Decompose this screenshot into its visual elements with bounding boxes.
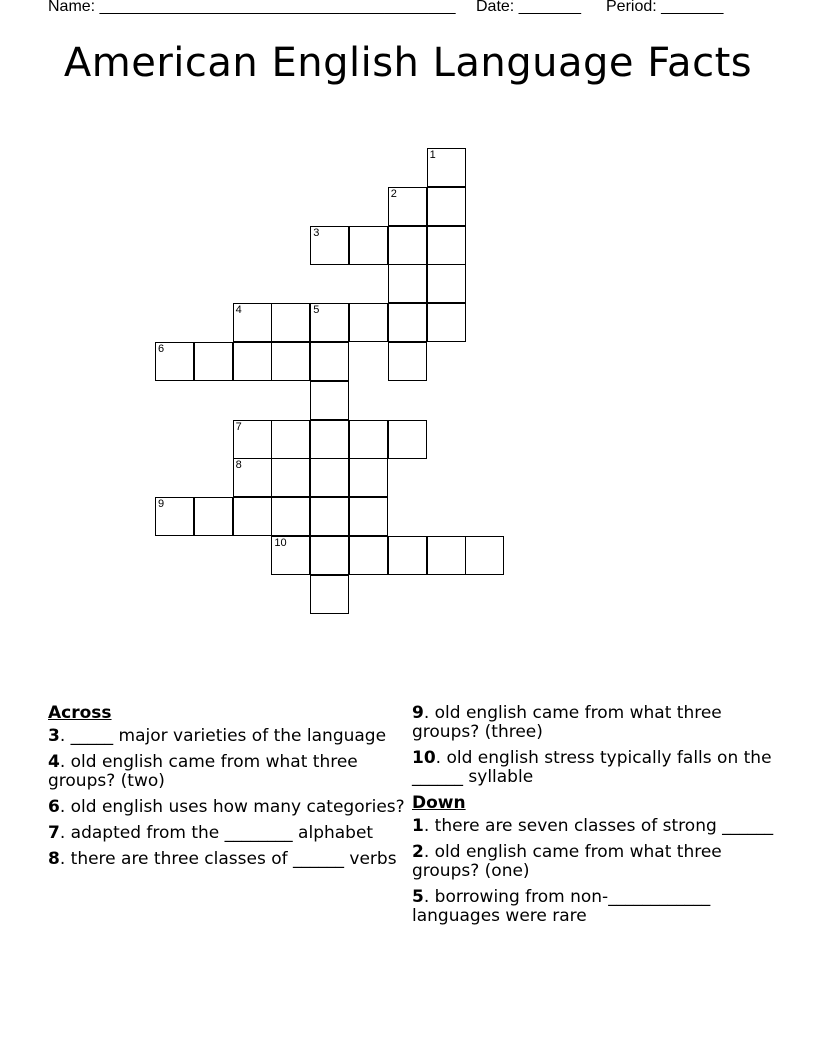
clue-number: 4	[235, 304, 242, 317]
page-title: American English Language Facts	[63, 40, 753, 86]
crossword-cell[interactable]	[271, 497, 310, 536]
crossword-cell[interactable]	[233, 303, 272, 342]
crossword-cell[interactable]	[233, 420, 272, 459]
crossword-cell[interactable]	[427, 187, 466, 226]
clue-across-8: 8. there are three classes of ______ verbs	[48, 849, 397, 869]
date-field-label[interactable]: Date: _______	[476, 0, 581, 15]
clue-across-10: 10. old english stress typically falls on the ______ syllable	[412, 748, 772, 787]
clue-across-6: 6. old english uses how many categories?	[48, 797, 405, 817]
crossword-cell[interactable]	[427, 264, 466, 303]
crossword-cell[interactable]	[310, 342, 349, 381]
crossword-cell[interactable]	[310, 536, 349, 575]
crossword-cell[interactable]	[271, 536, 310, 575]
across-heading: Across	[48, 703, 112, 723]
clue-down-5: 5. borrowing from non-____________ languages were rare	[412, 887, 711, 926]
crossword-cell[interactable]	[349, 420, 388, 459]
clue-number: 6	[158, 343, 165, 355]
clue-down-2: 2. old english came from what three groups? (one)	[412, 842, 722, 881]
crossword-cell[interactable]	[349, 226, 388, 265]
crossword-cell[interactable]	[233, 342, 272, 381]
clues-left-column	[48, 704, 418, 876]
crossword-cell[interactable]	[233, 458, 272, 497]
crossword-cell[interactable]	[310, 381, 349, 420]
crossword-cell[interactable]	[349, 497, 388, 536]
crossword-cell[interactable]	[194, 342, 233, 381]
down-heading: Down	[412, 793, 466, 813]
clue-across-4: 4. old english came from what three groups? (two)	[48, 752, 358, 791]
crossword-cell[interactable]	[388, 264, 427, 303]
clue-number: 3	[313, 226, 320, 239]
clue-number: 7	[235, 420, 242, 433]
crossword-cell[interactable]	[388, 226, 427, 265]
clue-number: 2	[390, 187, 397, 200]
period-field-label[interactable]: Period: _______	[606, 0, 724, 15]
crossword-cell[interactable]	[271, 342, 310, 381]
clue-down-1: 1. there are seven classes of strong ______	[412, 816, 774, 836]
crossword-cell[interactable]	[194, 497, 233, 536]
clue-across-7: 7. adapted from the ________ alphabet	[48, 823, 374, 843]
crossword-cell[interactable]	[233, 497, 272, 536]
clue-number: 8	[235, 459, 242, 472]
crossword-cell[interactable]	[310, 420, 349, 459]
crossword-cell[interactable]	[155, 342, 194, 381]
crossword-cell[interactable]	[271, 303, 310, 342]
clue-number: 9	[158, 498, 165, 511]
crossword-cell[interactable]	[349, 458, 388, 497]
crossword-cell[interactable]	[427, 226, 466, 265]
crossword-cell[interactable]	[427, 303, 466, 342]
crossword-cell[interactable]	[310, 497, 349, 536]
clue-number: 10	[274, 537, 287, 549]
crossword-cell[interactable]	[427, 148, 466, 187]
crossword-cell[interactable]	[271, 420, 310, 459]
crossword-cell[interactable]	[349, 303, 388, 342]
name-field-label[interactable]: Name: ________________________________________	[48, 0, 456, 15]
crossword-cell[interactable]	[465, 536, 504, 575]
crossword-cell[interactable]	[271, 458, 310, 497]
crossword-cell[interactable]	[388, 303, 427, 342]
crossword-cell[interactable]	[427, 536, 466, 575]
crossword-cell[interactable]	[388, 187, 427, 226]
clue-across-3: 3. _____ major varieties of the language	[48, 726, 387, 746]
clues-right-column	[412, 704, 782, 933]
crossword-cell[interactable]	[388, 342, 427, 381]
crossword-cell[interactable]	[310, 226, 349, 265]
crossword-cell[interactable]	[155, 497, 194, 536]
crossword-cell[interactable]	[310, 575, 349, 614]
crossword-cell[interactable]	[388, 420, 427, 459]
crossword-cell[interactable]	[388, 536, 427, 575]
clue-number: 5	[313, 304, 320, 317]
crossword-cell[interactable]	[310, 458, 349, 497]
clue-number: 1	[429, 149, 436, 161]
crossword-cell[interactable]	[310, 303, 349, 342]
clue-across-9: 9. old english came from what three groups? (three)	[412, 703, 722, 742]
crossword-cell[interactable]	[349, 536, 388, 575]
